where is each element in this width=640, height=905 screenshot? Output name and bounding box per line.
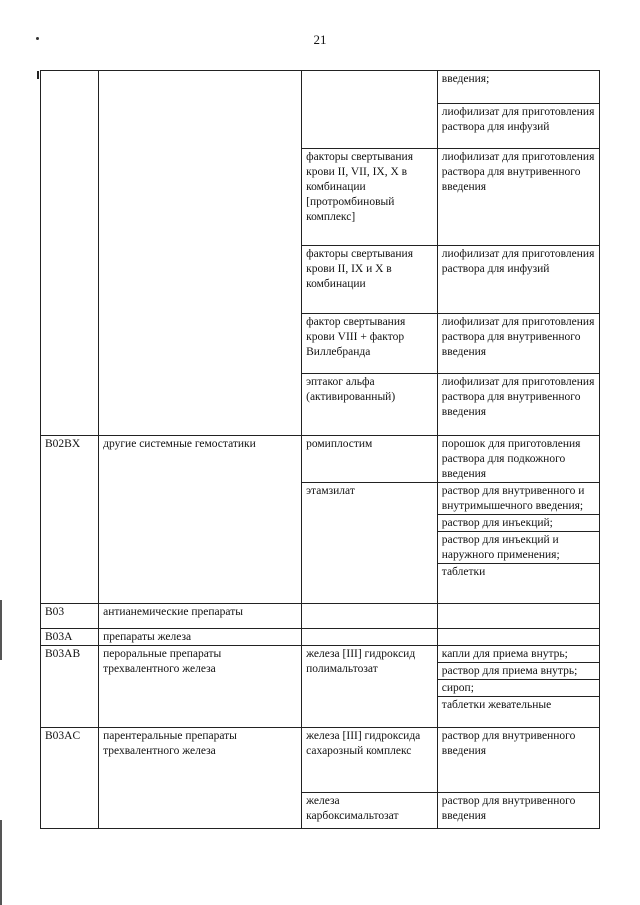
atc-code-cell <box>41 71 99 436</box>
dosage-form: лиофилизат для приготовления раствора для инфузий <box>441 248 595 275</box>
drug-name-cell: этамзилат <box>302 483 438 604</box>
drug-name-cell: факторы свертывания крови II, VII, IX, X в комбинации [протромбиновый комплекс] <box>302 149 438 246</box>
drug-name-cell <box>302 604 438 629</box>
atc-code-cell: B02BX <box>41 436 99 604</box>
dosage-form-cell <box>437 728 599 793</box>
table-row <box>41 436 600 483</box>
table-row <box>41 604 600 629</box>
atc-group-cell: парентеральные препараты трехвалентного железа <box>99 728 302 829</box>
dosage-form: лиофилизат для приготовления раствора для внутривенного введения <box>441 151 595 193</box>
drug-name-cell <box>302 71 438 149</box>
drug-name-cell: железа [III] гидроксида сахарозный комплекс <box>302 728 438 793</box>
dosage-form: сироп; <box>438 680 599 697</box>
dosage-form-cell <box>437 149 599 246</box>
atc-group-cell: антианемические препараты <box>99 604 302 629</box>
dosage-form: лиофилизат для приготовления раствора для инфузий <box>441 106 595 133</box>
scan-speck <box>36 37 39 40</box>
dosage-form-cell <box>437 646 599 728</box>
dosage-form-cell <box>437 629 599 646</box>
atc-group-cell: другие системные гемостатики <box>99 436 302 604</box>
dosage-form: таблетки жевательные <box>441 699 552 711</box>
drug-name-cell: факторы свертывания крови II, IX и X в комбинации <box>302 246 438 314</box>
dosage-form-cell <box>437 793 599 829</box>
drug-name-cell <box>302 629 438 646</box>
table-row <box>41 646 600 728</box>
atc-group-cell: препараты железа <box>99 629 302 646</box>
dosage-form: раствор для внутривенного и внутримышечного введения; <box>438 483 599 515</box>
dosage-form: раствор для инъекций и наружного применения; <box>438 532 599 564</box>
atc-group-cell <box>99 71 302 436</box>
table-row <box>41 71 600 149</box>
atc-code-cell: B03 <box>41 604 99 629</box>
dosage-form: введения; <box>438 71 599 104</box>
atc-group-cell: пероральные препараты трехвалентного железа <box>99 646 302 728</box>
dosage-form: таблетки <box>441 566 486 578</box>
dosage-form: порошок для приготовления раствора для подкожного введения <box>441 438 581 480</box>
dosage-form: раствор для внутривенного введения <box>441 730 576 757</box>
dosage-form: раствор для инъекций; <box>438 515 599 532</box>
dosage-form-cell <box>437 436 599 483</box>
dosage-form: раствор для внутривенного введения <box>441 795 576 822</box>
dosage-form: лиофилизат для приготовления раствора для внутривенного введения <box>441 376 595 418</box>
drug-table <box>40 70 600 829</box>
scan-edge-mark <box>0 820 2 905</box>
table-row <box>41 728 600 793</box>
page-number: 21 <box>313 32 327 47</box>
dosage-form-cell <box>437 374 599 436</box>
dosage-form: капли для приема внутрь; <box>438 646 599 663</box>
scan-mark <box>37 71 39 79</box>
dosage-form-cell <box>437 71 599 149</box>
dosage-form: раствор для приема внутрь; <box>438 663 599 680</box>
scan-edge-mark <box>0 600 2 660</box>
drug-name-cell: эптаког альфа (активированный) <box>302 374 438 436</box>
dosage-form-cell <box>437 604 599 629</box>
drug-name-cell: железа [III] гидроксид полимальтозат <box>302 646 438 728</box>
table-row <box>41 629 600 646</box>
dosage-form-cell <box>437 483 599 604</box>
atc-code-cell: B03AB <box>41 646 99 728</box>
atc-code-cell: B03A <box>41 629 99 646</box>
dosage-form-cell <box>437 314 599 374</box>
dosage-form: лиофилизат для приготовления раствора для внутривенного введения <box>441 316 595 358</box>
drug-name-cell: железа карбоксимальтозат <box>302 793 438 829</box>
atc-code-cell: B03AC <box>41 728 99 829</box>
drug-name-cell: ромиплостим <box>302 436 438 483</box>
dosage-form-cell <box>437 246 599 314</box>
drug-name-cell: фактор свертывания крови VIII + фактор Виллебранда <box>302 314 438 374</box>
